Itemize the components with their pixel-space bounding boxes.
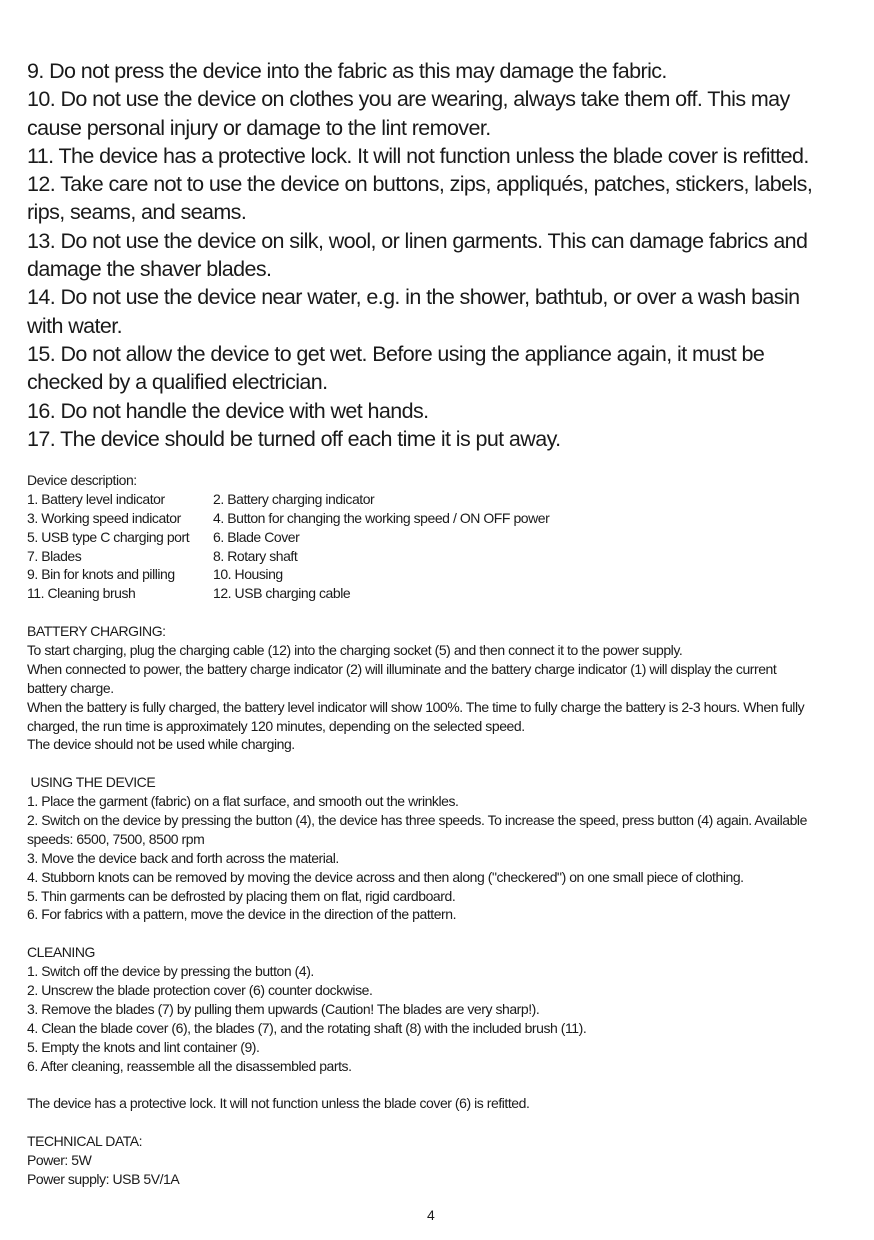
- manual-section: [27, 1094, 807, 1113]
- text-line: battery charge.: [27, 679, 114, 696]
- text-line: Power supply: USB 5V/1A: [27, 1170, 180, 1187]
- text-line: 14. Do not use the device near water, e.g. in the shower, bathtub, or over a wash basin: [27, 285, 800, 310]
- text-line: 1. Switch off the device by pressing the button (4).: [27, 963, 314, 980]
- text-line: 2. Unscrew the blade protection cover (6) counter dockwise.: [27, 982, 373, 999]
- manual-section: [27, 622, 807, 754]
- part-row: [27, 565, 807, 584]
- safety-item: [27, 85, 812, 142]
- part-label: 11. Cleaning brush: [27, 585, 136, 602]
- manual-section: [27, 1132, 807, 1189]
- blank-line: [27, 924, 807, 943]
- text-line: 5. Thin garments can be defrosted by placing them on flat, rigid cardboard.: [27, 887, 456, 904]
- part-label: 5. USB type C charging port: [27, 528, 190, 545]
- safety-item: [27, 397, 812, 425]
- text-line: charged, the run time is approximately 120 minutes, depending on the selected speed.: [27, 717, 525, 734]
- part-label: 3. Working speed indicator: [27, 509, 181, 526]
- part-label: 4. Button for changing the working speed / ON OFF power: [213, 509, 550, 526]
- part-label: 12. USB charging cable: [213, 585, 351, 602]
- text-line: 10. Do not use the device on clothes you are wearing, always take them off. This may: [27, 87, 790, 112]
- text-line: 6. For fabrics with a pattern, move the device in the direction of the pattern.: [27, 906, 457, 923]
- manual-section: [27, 943, 807, 1075]
- text-line: 4. Stubborn knots can be removed by moving the device across and then along ("checkered") on one small piece of clothing.: [27, 868, 744, 885]
- text-line: 9. Do not press the device into the fabric as this may damage the fabric.: [27, 59, 667, 83]
- part-row: [27, 547, 807, 566]
- text-line: rips, seams, and seams.: [27, 200, 247, 225]
- manual-section: [27, 773, 807, 924]
- part-label: 6. Blade Cover: [213, 528, 300, 545]
- part-row: [27, 528, 807, 547]
- text-line: 16. Do not handle the device with wet hands.: [27, 398, 429, 423]
- safety-item: [27, 227, 812, 284]
- part-label: 8. Rotary shaft: [213, 547, 298, 564]
- text-line: 11. The device has a protective lock. It will not function unless the blade cover is refitted.: [27, 143, 809, 168]
- text-line: checked by a qualified electrician.: [27, 370, 328, 395]
- text-line: 2. Switch on the device by pressing the button (4), the device has three speeds. To increase the speed, press button (4) again. Available: [27, 812, 807, 829]
- blank-line: [27, 603, 807, 622]
- safety-item: [27, 57, 812, 85]
- text-line: 15. Do not allow the device to get wet. Before using the appliance again, it must be: [27, 341, 765, 366]
- text-line: 4. Clean the blade cover (6), the blades (7), and the rotating shaft (8) with the included brush (11).: [27, 1019, 587, 1036]
- part-row: [27, 490, 807, 509]
- blank-line: [27, 1113, 807, 1132]
- text-line: Power: 5W: [27, 1152, 92, 1169]
- part-label: 7. Blades: [27, 547, 82, 564]
- safety-item: [27, 170, 812, 227]
- safety-instructions: [27, 57, 812, 453]
- part-label: 2. Battery charging indicator: [213, 490, 375, 507]
- text-line: 1. Place the garment (fabric) on a flat surface, and smooth out the wrinkles.: [27, 793, 459, 810]
- part-label: 9. Bin for knots and pilling: [27, 566, 175, 583]
- safety-item: [27, 142, 812, 170]
- text-line: 5. Empty the knots and lint container (9).: [27, 1038, 260, 1055]
- text-line: 12. Take care not to use the device on buttons, zips, appliqués, patches, stickers, labels,: [27, 172, 813, 197]
- part-row: [27, 584, 807, 603]
- section-heading: CLEANING: [27, 944, 95, 961]
- page-number: 4: [427, 1207, 435, 1223]
- text-line: 13. Do not use the device on silk, wool, or linen garments. This can damage fabrics and: [27, 228, 808, 253]
- text-line: The device should not be used while charging.: [27, 736, 295, 753]
- blank-line: [27, 754, 807, 773]
- safety-item: [27, 283, 812, 340]
- section-heading: TECHNICAL DATA:: [27, 1133, 143, 1150]
- text-line: damage the shaver blades.: [27, 257, 272, 282]
- blank-line: [27, 1076, 807, 1095]
- safety-item: [27, 340, 812, 397]
- text-line: 3. Remove the blades (7) by pulling them upwards (Caution! The blades are very sharp!).: [27, 1000, 540, 1017]
- text-line: 6. After cleaning, reassemble all the disassembled parts.: [27, 1057, 352, 1074]
- text-line: When the battery is fully charged, the battery level indicator will show 100%. The time to fully charge the battery is 2-3 hours. When fully: [27, 698, 805, 715]
- text-line: When connected to power, the battery charge indicator (2) will illuminate and the battery charge indicator (1) will display the current: [27, 660, 777, 677]
- part-row: [27, 509, 807, 528]
- manual-body: [27, 471, 807, 1189]
- part-label: 1. Battery level indicator: [27, 490, 165, 507]
- safety-item: [27, 425, 812, 453]
- text-line: speeds: 6500, 7500, 8500 rpm: [27, 830, 205, 847]
- section-heading: USING THE DEVICE: [27, 774, 156, 791]
- text-line: 3. Move the device back and forth across the material.: [27, 849, 339, 866]
- part-label: 10. Housing: [213, 566, 283, 583]
- text-line: 17. The device should be turned off each time it is put away.: [27, 426, 561, 451]
- text-line: with water.: [27, 313, 122, 338]
- device-description-section: [27, 471, 807, 603]
- text-line: To start charging, plug the charging cable (12) into the charging socket (5) and then connect it to the power supply.: [27, 642, 683, 659]
- section-heading: The device has a protective lock. It will not function unless the blade cover (6) is refitted.: [27, 1095, 530, 1112]
- text-line: cause personal injury or damage to the lint remover.: [27, 115, 491, 140]
- section-heading: Device description:: [27, 472, 137, 488]
- section-heading: BATTERY CHARGING:: [27, 623, 166, 640]
